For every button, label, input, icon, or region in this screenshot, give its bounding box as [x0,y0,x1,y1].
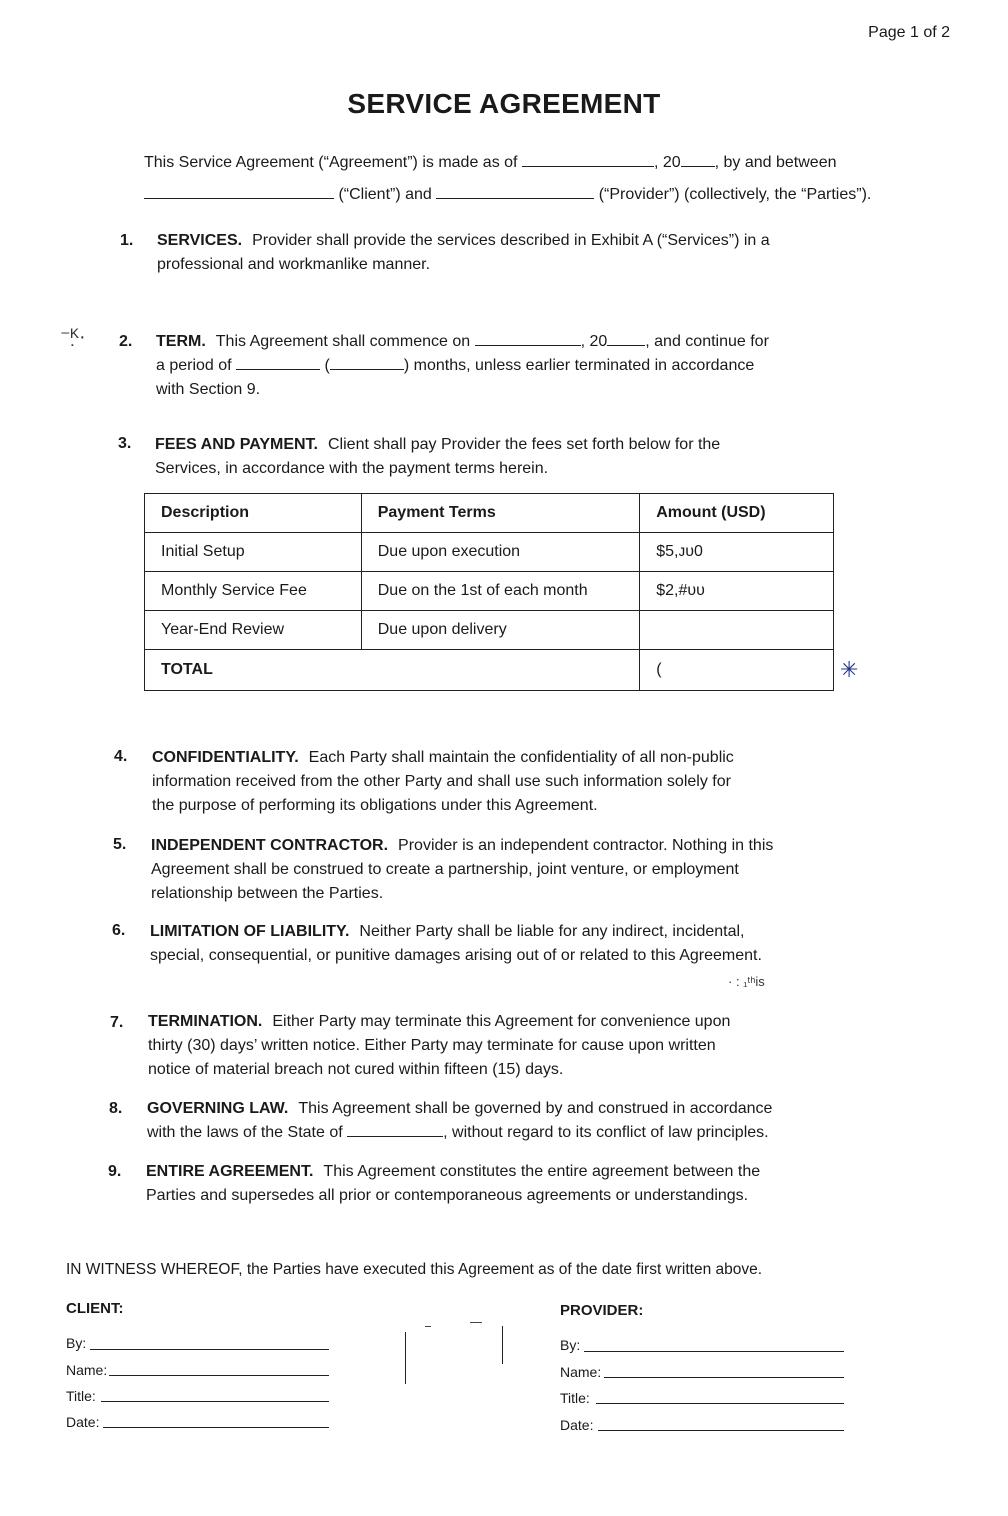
document-title: SERVICE AGREEMENT [347,88,661,119]
table-header-row [145,494,834,533]
client-by-label: By: [66,1335,87,1351]
section-text: Neither Party shall be liable for any indirect, incidental, [359,923,745,940]
section-text: Each Party shall maintain the confidentiality of all non-public [308,749,734,766]
table-row [145,611,834,650]
column-header: Amount (USD) [640,494,834,533]
section-text: relationship between the Parties. [151,885,384,902]
total-label: TOTAL [145,650,640,691]
section-text: special, consequential, or punitive damages arising out of or related to this Agreement. [150,947,762,964]
provider-name-label: Name: [560,1364,602,1380]
year-blank[interactable] [681,152,715,167]
section-text: Client shall pay Provider the fees set forth below for the [328,436,721,453]
section-heading: SERVICES. [157,232,243,249]
section-text: professional and workmanlike manner. [157,256,431,273]
period-words-blank[interactable] [236,355,320,370]
section-number: 1. [120,232,134,249]
start-date-blank[interactable] [475,331,581,346]
star-mark-icon: ✳ [840,657,859,682]
client-date-field[interactable] [103,1427,329,1428]
provider-name-field[interactable] [604,1377,844,1378]
table-cell: $5,ᴊᴜ0 [640,533,834,572]
section-fees [155,433,720,481]
stray-marks: · : ₁ᵗʰis [728,974,765,989]
state-blank[interactable] [347,1122,443,1137]
intro-text: (“Provider”) (collectively, the “Parties”). [598,186,872,203]
section-number: 7. [110,1014,124,1031]
section-independent-contractor [151,834,773,906]
table-cell [640,611,834,650]
section-number: 2. [119,333,133,350]
client-date-label: Date: [66,1414,100,1430]
fees-table [144,493,834,691]
section-number: 9. [108,1163,122,1180]
total-value: ( [640,650,834,691]
client-name-blank[interactable] [144,184,334,199]
section-text: Provider shall provide the services described in Exhibit A (“Services”) in a [252,232,770,249]
section-heading: CONFIDENTIALITY. [152,749,299,766]
provider-name-blank[interactable] [436,184,594,199]
section-text: This Agreement constitutes the entire agreement between the [323,1163,761,1180]
section-number: 8. [109,1100,123,1117]
section-text: thirty (30) days’ written notice. Either Party may terminate for cause upon written [148,1037,716,1054]
witness-statement: IN WITNESS WHEREOF, the Parties have executed this Agreement as of the date first written above. [66,1261,763,1278]
client-name-field[interactable] [109,1375,329,1376]
margin-mark: ⁻ᴷ̣· [60,326,86,348]
period-number-blank[interactable] [330,355,404,370]
section-text: Either Party may terminate this Agreement for convenience upon [272,1013,731,1030]
section-text: a period of [156,357,232,374]
provider-title-label: Title: [560,1390,590,1406]
section-heading: TERMINATION. [148,1013,263,1030]
section-text: ) months, unless earlier terminated in accordance [403,357,755,374]
section-text: ( [324,357,330,374]
table-cell: Year-End Review [145,611,362,650]
section-entire-agreement [146,1160,760,1208]
section-number: 4. [114,748,128,765]
section-number: 5. [113,836,127,853]
section-text: Services, in accordance with the payment terms herein. [155,460,549,477]
date-blank[interactable] [522,152,654,167]
section-heading: ENTIRE AGREEMENT. [146,1163,314,1180]
table-row [145,533,834,572]
intro-text: (“Client”) and [338,186,432,203]
scan-artifact [470,1322,482,1323]
column-header: Payment Terms [361,494,640,533]
section-heading: INDEPENDENT CONTRACTOR. [151,837,389,854]
table-cell: Due on the 1st of each month [361,572,640,611]
section-number: 3. [118,435,132,452]
section-number: 6. [112,922,126,939]
scan-artifact [425,1326,431,1327]
provider-date-label: Date: [560,1417,594,1433]
section-services [157,229,770,277]
intro-text: , by and between [714,154,837,171]
client-title-label: Title: [66,1388,96,1404]
table-cell: Monthly Service Fee [145,572,362,611]
table-total-row [145,650,834,691]
provider-by-label: By: [560,1337,581,1353]
section-text: This Agreement shall be governed by and construed in accordance [298,1100,773,1117]
section-term [156,330,769,402]
table-cell: Due upon execution [361,533,640,572]
scan-artifact [405,1332,406,1384]
provider-date-field[interactable] [598,1430,844,1431]
table-row [145,572,834,611]
section-governing-law [147,1097,772,1145]
section-text: information received from the other Party and shall use such information solely for [152,773,731,790]
scan-artifact [502,1326,503,1364]
section-limitation-of-liability [150,920,762,968]
table-cell: Due upon delivery [361,611,640,650]
section-heading: GOVERNING LAW. [147,1100,289,1117]
section-text: Provider is an independent contractor. Nothing in this [398,837,774,854]
provider-by-field[interactable] [584,1351,844,1352]
column-header: Description [145,494,362,533]
section-text: the purpose of performing its obligations under this Agreement. [152,797,598,814]
section-text: with the laws of the State of [147,1124,343,1141]
intro-line-1 [144,152,837,173]
section-heading: FEES AND PAYMENT. [155,436,318,453]
section-heading: TERM. [156,333,206,350]
section-text: Agreement shall be construed to create a partnership, joint venture, or employment [151,861,739,878]
table-cell: $2,#ᴜᴜ [640,572,834,611]
section-text: Parties and supersedes all prior or contemporaneous agreements or understandings. [146,1187,749,1204]
client-title-field[interactable] [101,1401,329,1402]
intro-text: , 20 [653,154,681,171]
client-by-field[interactable] [90,1349,329,1350]
client-heading: CLIENT: [66,1300,124,1317]
section-confidentiality [152,746,734,818]
provider-title-field[interactable] [596,1403,844,1404]
section-heading: LIMITATION OF LIABILITY. [150,923,350,940]
section-text: notice of material breach not cured within fifteen (15) days. [148,1061,564,1078]
section-text: , and continue for [645,333,769,350]
table-cell: Initial Setup [145,533,362,572]
intro-line-2 [144,184,871,205]
client-name-label: Name: [66,1362,108,1378]
start-year-blank[interactable] [607,331,645,346]
section-termination [148,1010,730,1082]
section-text: , 20 [580,333,608,350]
page-number: Page 1 of 2 [868,24,950,41]
section-text: This Agreement shall commence on [215,333,471,350]
section-text: , without regard to its conflict of law principles. [443,1124,769,1141]
provider-heading: PROVIDER: [560,1302,644,1319]
section-text: with Section 9. [156,381,261,398]
intro-text: This Service Agreement (“Agreement”) is made as of [144,154,518,171]
